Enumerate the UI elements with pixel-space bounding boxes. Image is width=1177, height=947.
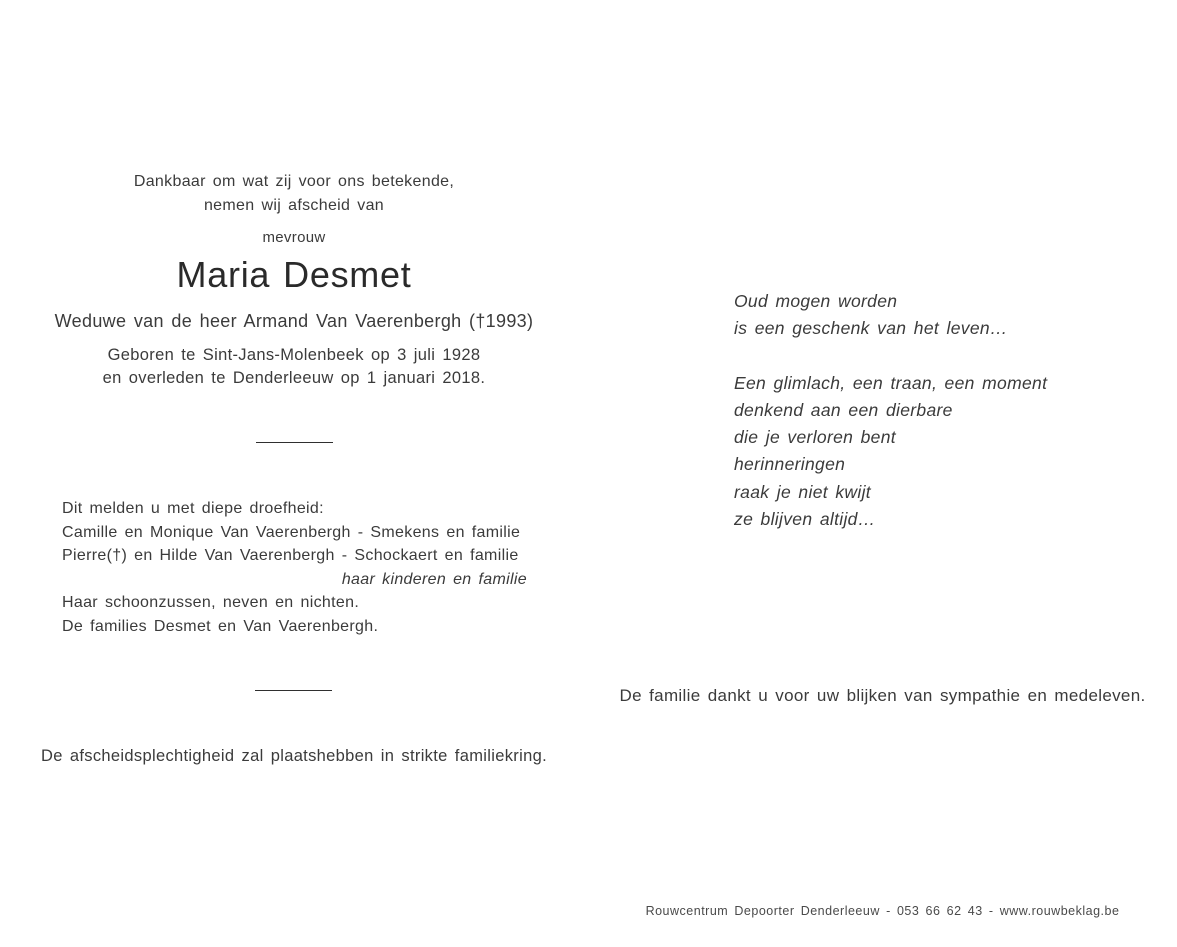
divider-bottom — [255, 690, 332, 691]
announcement-intro: Dit melden u met diepe droefheid: — [62, 500, 324, 517]
born-line: Geboren te Sint-Jans-Molenbeek op 3 juli 1928 — [107, 346, 481, 364]
intro-line-2: nemen wij afscheid van — [203, 197, 385, 214]
poem-line: Oud mogen worden — [734, 291, 898, 311]
salutation: mevrouw — [262, 229, 326, 246]
poem-line: raak je niet kwijt — [734, 481, 871, 502]
birth-death-dates — [0, 344, 588, 390]
thanks-line: De familie dankt u voor uw blijken van sympathie en medeleven. — [619, 686, 1146, 705]
deceased-name: Maria Desmet — [176, 254, 412, 295]
poem-line: denkend aan een dierbare — [734, 399, 953, 420]
poem-line: herinneringen — [734, 454, 846, 475]
mourner-relation: haar kinderen en familie — [341, 570, 527, 588]
divider-top — [256, 442, 333, 443]
poem-line: Een glimlach, een traan, een moment — [734, 372, 1048, 393]
memorial-poem — [734, 288, 1154, 533]
died-line: en overleden te Denderleeuw op 1 januari 2018. — [102, 369, 486, 387]
mourner-line: Pierre(†) en Hilde Van Vaerenbergh - Schockaert en familie — [62, 547, 519, 564]
poem-line: die je verloren bent — [734, 427, 896, 448]
mourner-line: Haar schoonzussen, neven en nichten. — [62, 594, 360, 611]
poem-line: ze blijven altijd… — [734, 509, 876, 530]
poem-stanza-2 — [734, 370, 1154, 534]
intro-text — [0, 170, 588, 218]
mourner-line: De families Desmet en Van Vaerenbergh. — [62, 617, 379, 635]
poem-stanza-1 — [734, 288, 1154, 343]
funeral-home-imprint: Rouwcentrum Depoorter Denderleeuw - 053 66 62 43 - www.rouwbeklag.be — [645, 904, 1120, 918]
ceremony-line: De afscheidsplechtigheid zal plaatshebben in strikte familiekring. — [41, 747, 547, 765]
mourner-line: Camille en Monique Van Vaerenbergh - Smekens en familie — [62, 523, 521, 541]
poem-line: is een geschenk van het leven… — [734, 318, 1008, 339]
mourners-list — [62, 497, 527, 638]
intro-line-1: Dankbaar om wat zij voor ons betekende, — [133, 173, 455, 190]
widow-line: Weduwe van de heer Armand Van Vaerenbergh (†1993) — [54, 311, 534, 331]
